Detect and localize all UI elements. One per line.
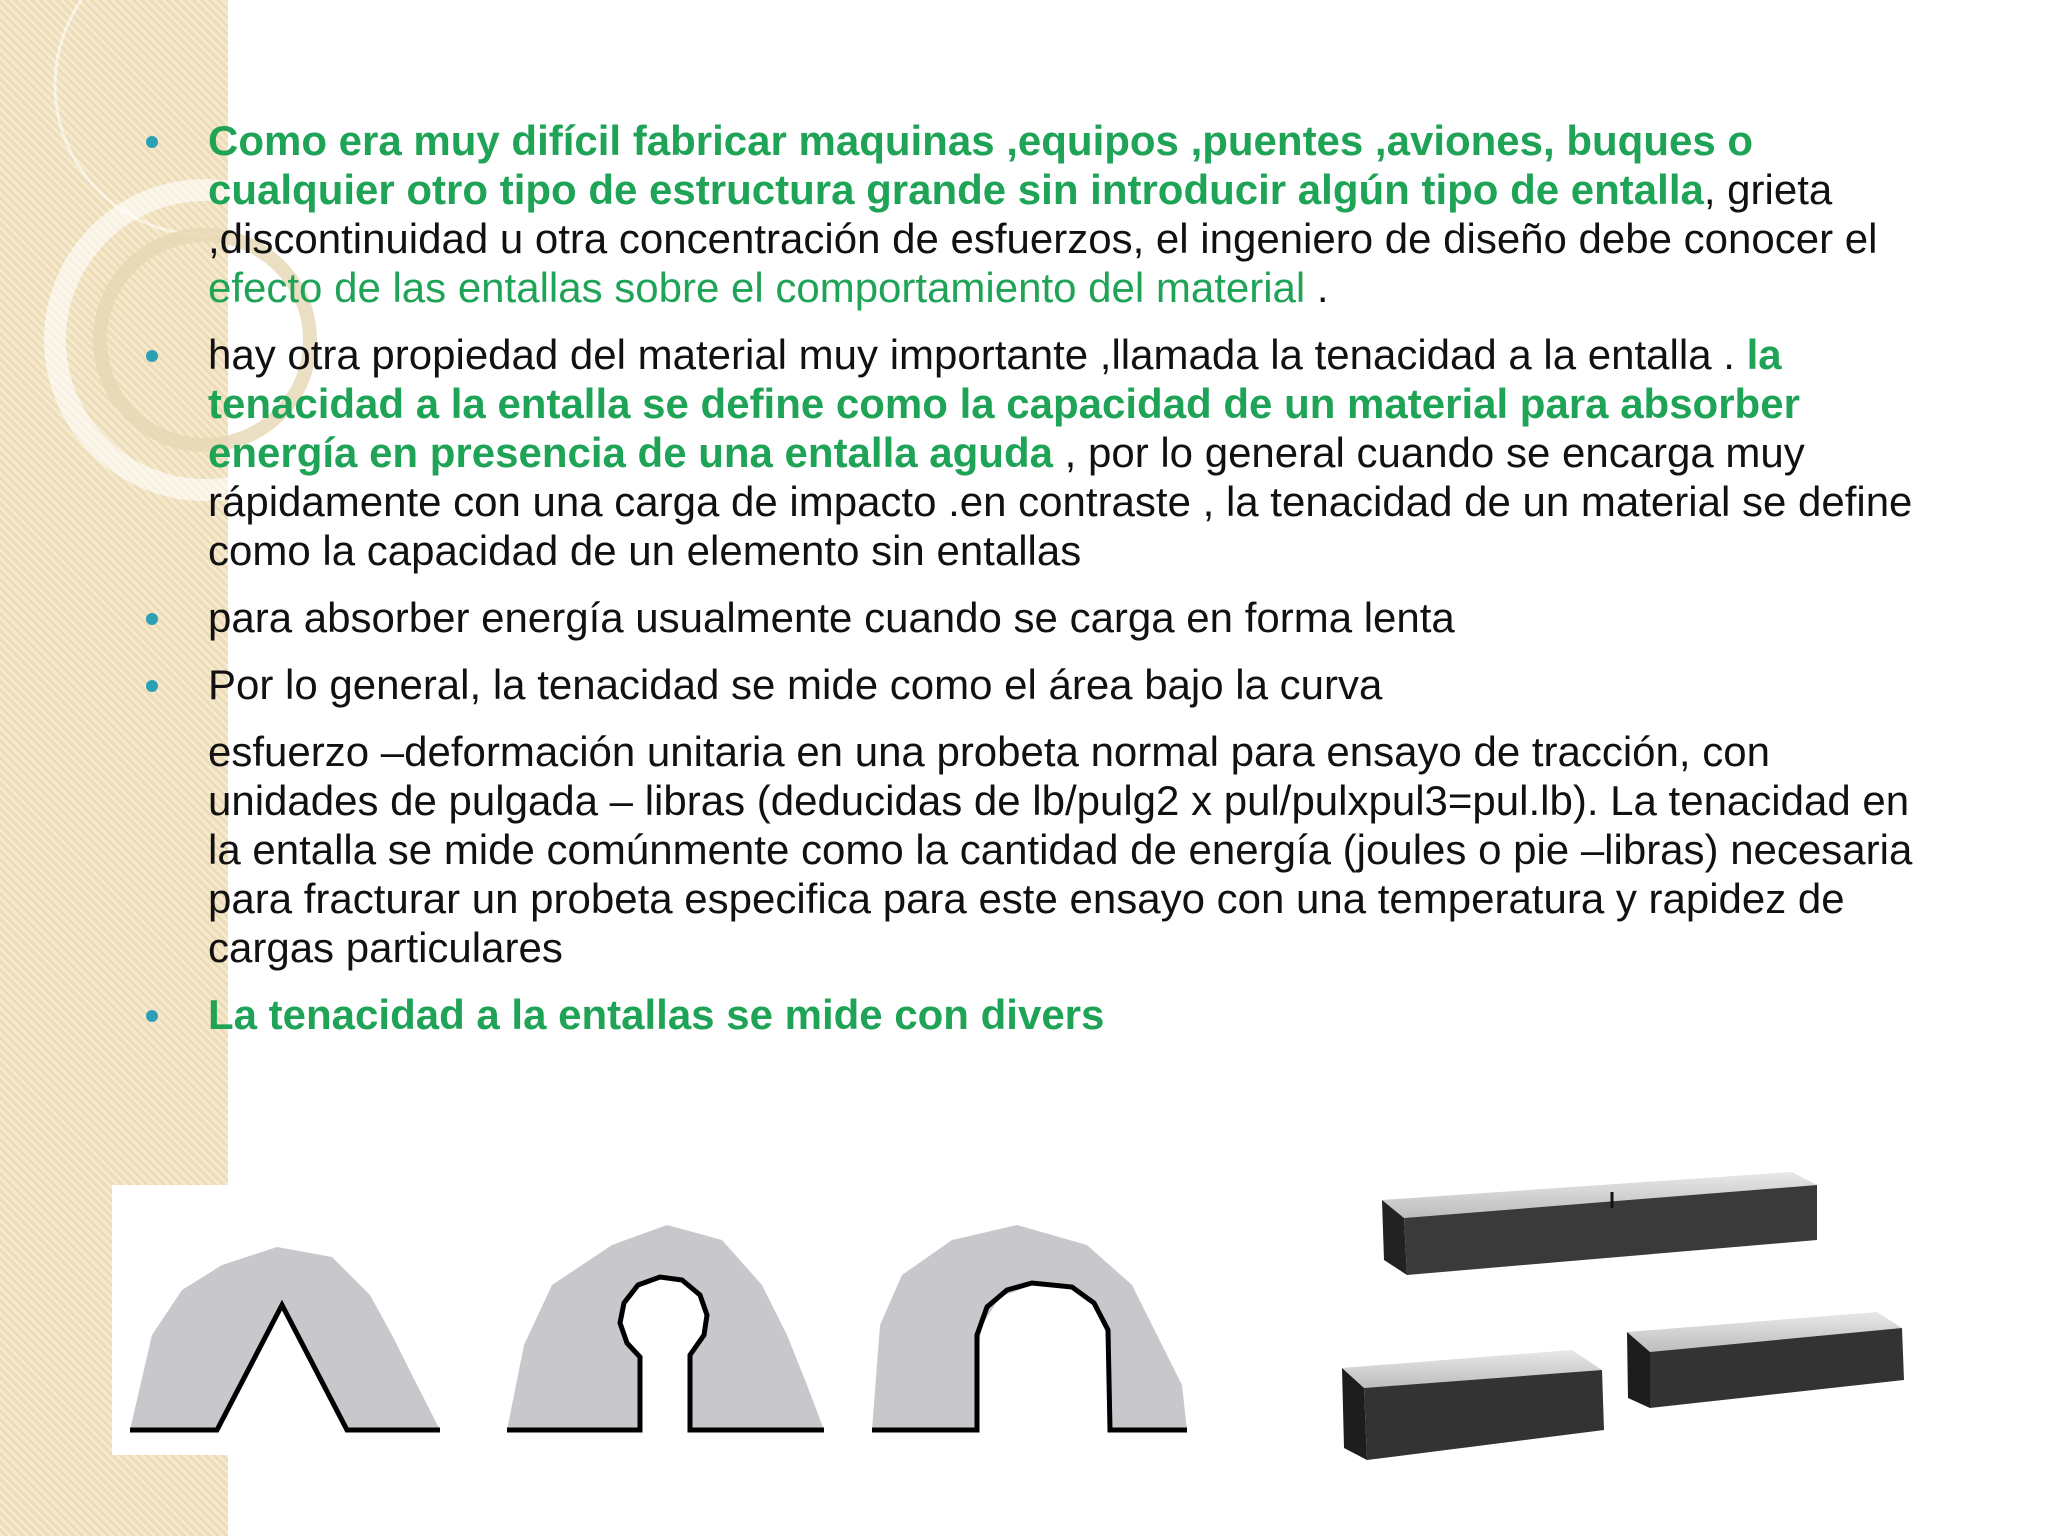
broken-specimen-left	[1342, 1350, 1604, 1460]
bullet-item	[140, 990, 1940, 1039]
v-notch-shape	[130, 1247, 440, 1430]
bullet-item	[140, 330, 1940, 575]
bullet-item	[140, 116, 1940, 312]
text-segment: Como era muy difícil fabricar maquinas ,equipos ,puentes ,aviones, buques o cualquier otro tipo de estructura grande sin introducir algún tipo de entalla	[208, 117, 1754, 213]
bullet-item	[140, 593, 1940, 642]
notch-shapes-figure	[112, 1185, 1312, 1455]
bullet-dot-icon	[146, 613, 158, 625]
text-segment: hay otra propiedad del material muy importante ,llamada la tenacidad a la entalla .	[208, 331, 1747, 378]
bullet-item	[140, 727, 1940, 972]
text-segment: esfuerzo –deformación unitaria en una probeta normal para ensayo de tracción, con unidades de pulgada – libras (deducidas de lb/pulg2 x pul/pulxpul3=pul.lb). La tenacidad en la entalla se mide comúnmente como la cantidad de energía (joules o pie –libras) necesaria para fracturar un probeta especifica para este ensayo con una temperatura y rapidez de cargas particulares	[208, 728, 1913, 971]
text-segment: La tenacidad a la entallas se mide con divers	[208, 991, 1105, 1038]
text-segment: , grieta ,discontinuidad u otra concentración de esfuerzos, el ingeniero de diseño debe conocer el	[208, 166, 1878, 262]
bullet-dot-icon	[146, 136, 158, 148]
bullet-item	[140, 660, 1940, 709]
text-segment: efecto de las entallas sobre el comportamiento del material	[208, 264, 1306, 311]
text-segment: para absorber energía usualmente cuando se carga en forma lenta	[208, 594, 1455, 641]
bullet-list	[140, 116, 1940, 1057]
text-segment: Por lo general, la tenacidad se mide como el área bajo la curva	[208, 661, 1383, 708]
text-segment: , por lo general cuando se encarga muy rápidamente con una carga de impacto .en contraste , la tenacidad de un material se define como la capacidad de un elemento sin entallas	[208, 429, 1913, 574]
intact-specimen-bar	[1382, 1172, 1817, 1275]
bullet-dot-icon	[146, 350, 158, 362]
keyhole-notch-shape	[507, 1225, 824, 1430]
text-segment: .	[1305, 264, 1329, 311]
broken-specimen-right	[1627, 1312, 1904, 1408]
u-notch-shape	[872, 1225, 1187, 1430]
bullet-dot-icon	[146, 680, 158, 692]
bullet-dot-icon	[146, 1010, 158, 1022]
specimen-photo	[1312, 1130, 1952, 1510]
text-segment: la tenacidad a la entalla se define como la capacidad de un material para absorber energía en presencia de una entalla aguda	[208, 331, 1800, 476]
